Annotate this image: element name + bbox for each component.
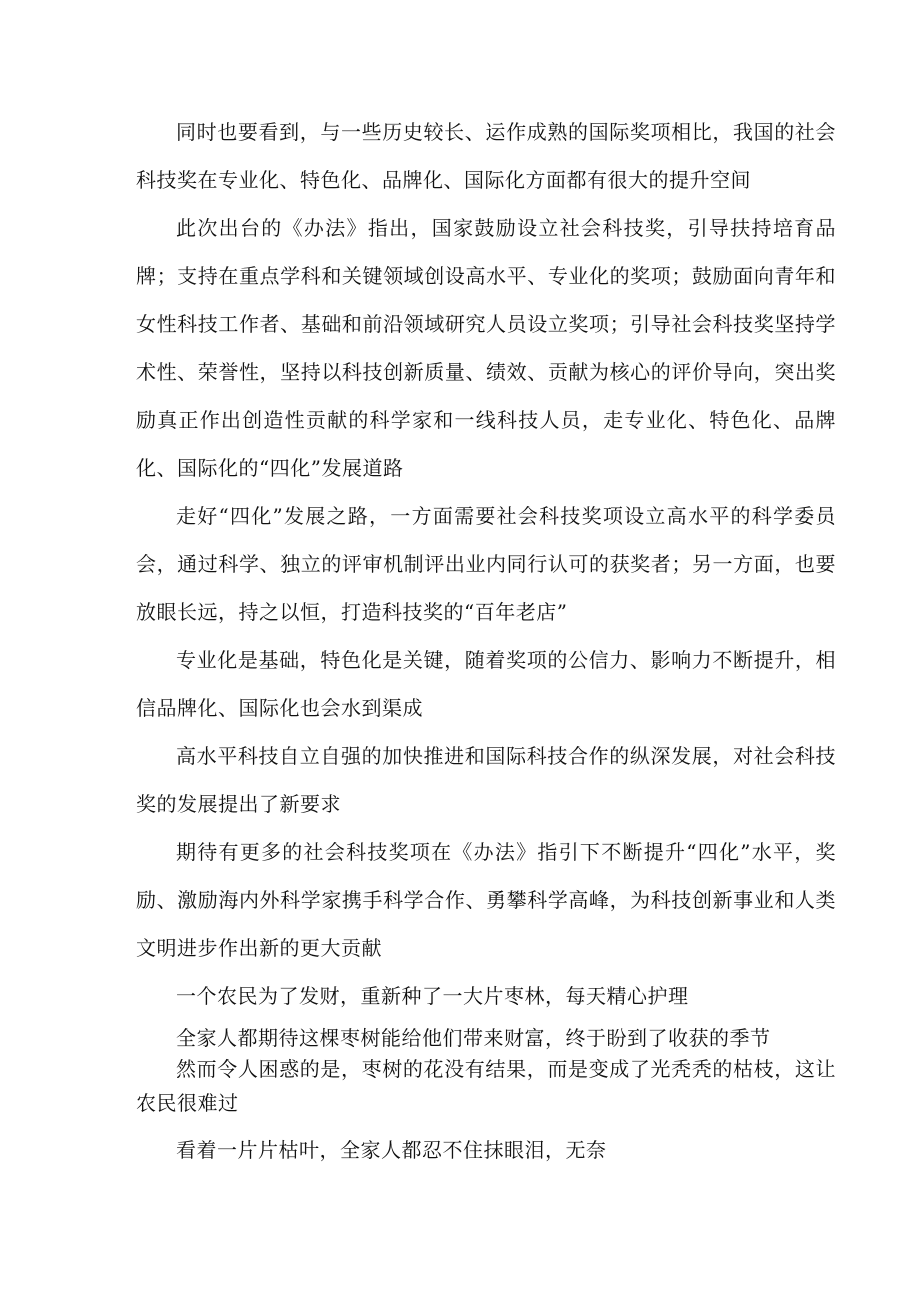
paragraph-5: 高水平科技自立自强的加快推进和国际科技合作的纵深发展，对社会科技奖的发展提出了新要求 — [136, 744, 836, 816]
paragraph-2: 此次出台的《办法》指出，国家鼓励设立社会科技奖，引导扶持培育品牌；支持在重点学科和关键领域创设高水平、专业化的奖项；鼓励面向青年和女性科技工作者、基础和前沿领域研究人员设立奖项；引导社会科技奖坚持学术性、荣誉性，坚持以科技创新质量、绩效、贡献为核心的评价导向，突出奖励真正作出创造性贡献的科学家和一线科技人员，走专业化、特色化、品牌化、国际化的“四化”发展道路 — [136, 216, 836, 480]
paragraph-1: 同时也要看到，与一些历史较长、运作成熟的国际奖项相比，我国的社会科技奖在专业化、特色化、品牌化、国际化方面都有很大的提升空间 — [136, 120, 836, 192]
paragraph-10: 看着一片片枯叶，全家人都忍不住抹眼泪，无奈 — [176, 1138, 607, 1162]
paragraph-4: 专业化是基础，特色化是关键，随着奖项的公信力、影响力不断提升，相信品牌化、国际化也会水到渠成 — [136, 648, 836, 720]
paragraph-9: 然而令人困惑的是，枣树的花没有结果，而是变成了光秃秃的枯枝，这让农民很难过 — [136, 1057, 836, 1115]
paragraph-7: 一个农民为了发财，重新种了一大片枣林，每天精心护理 — [176, 984, 689, 1008]
paragraph-3: 走好“四化”发展之路，一方面需要社会科技奖项设立高水平的科学委员会，通过科学、独立的评审机制评出业内同行认可的获奖者；另一方面，也要放眼长远，持之以恒，打造科技奖的“百年老店” — [136, 504, 836, 624]
paragraph-8: 全家人都期待这棵枣树能给他们带来财富，终于盼到了收获的季节 — [176, 1026, 771, 1050]
paragraph-6: 期待有更多的社会科技奖项在《办法》指引下不断提升“四化”水平，奖励、激励海内外科学家携手科学合作、勇攀科学高峰，为科技创新事业和人类文明进步作出新的更大贡献 — [136, 840, 836, 960]
